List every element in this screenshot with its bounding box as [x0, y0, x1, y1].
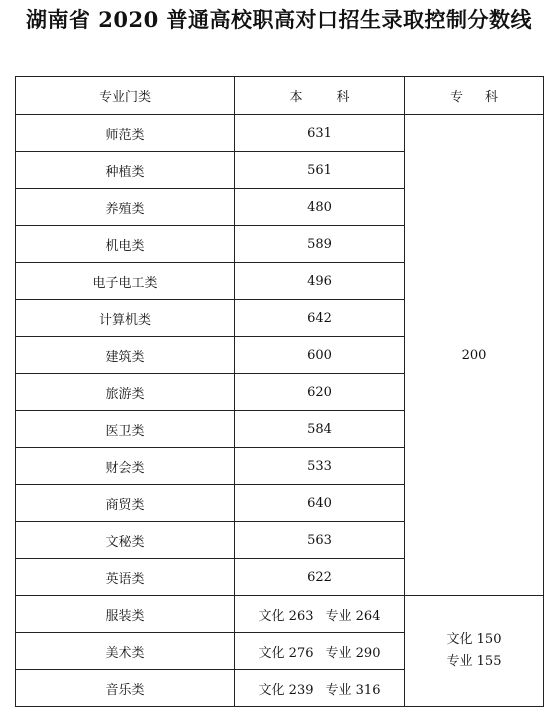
- category-cell: 音乐类: [16, 670, 235, 707]
- benke-score-cell: 563: [235, 522, 405, 559]
- page-title: 湖南省 2020 普通高校职高对口招生录取控制分数线: [25, 7, 533, 32]
- benke-score-cell: 584: [235, 411, 405, 448]
- benke-art-score-cell: 文化 263 专业 264: [235, 596, 405, 633]
- header-category: 专业门类: [16, 77, 235, 115]
- table-row: [16, 115, 544, 152]
- category-cell: 英语类: [16, 559, 235, 596]
- table-row-art: [16, 596, 544, 633]
- benke-score-cell: 631: [235, 115, 405, 152]
- category-cell: 财会类: [16, 448, 235, 485]
- category-cell: 美术类: [16, 633, 235, 670]
- category-cell: 旅游类: [16, 374, 235, 411]
- benke-score-cell: 496: [235, 263, 405, 300]
- category-cell: 机电类: [16, 226, 235, 263]
- benke-score-cell: 589: [235, 226, 405, 263]
- table-header-row: [16, 77, 544, 115]
- benke-score-cell: 480: [235, 189, 405, 226]
- category-cell: 建筑类: [16, 337, 235, 374]
- benke-score-cell: 533: [235, 448, 405, 485]
- benke-score-cell: 642: [235, 300, 405, 337]
- benke-score-cell: 640: [235, 485, 405, 522]
- zhuanke-general-score-cell: 200: [405, 115, 544, 596]
- header-zhuanke: 专 科: [405, 77, 544, 115]
- category-cell: 师范类: [16, 115, 235, 152]
- benke-score-cell: 600: [235, 337, 405, 374]
- category-cell: 电子电工类: [16, 263, 235, 300]
- category-cell: 种植类: [16, 152, 235, 189]
- benke-score-cell: 622: [235, 559, 405, 596]
- benke-art-score-cell: 文化 276 专业 290: [235, 633, 405, 670]
- benke-art-score-cell: 文化 239 专业 316: [235, 670, 405, 707]
- category-cell: 文秘类: [16, 522, 235, 559]
- score-table: [15, 76, 544, 707]
- category-cell: 养殖类: [16, 189, 235, 226]
- category-cell: 服装类: [16, 596, 235, 633]
- category-cell: 计算机类: [16, 300, 235, 337]
- benke-score-cell: 620: [235, 374, 405, 411]
- benke-score-cell: 561: [235, 152, 405, 189]
- header-benke: 本 科: [235, 77, 405, 115]
- category-cell: 商贸类: [16, 485, 235, 522]
- category-cell: 医卫类: [16, 411, 235, 448]
- zhuanke-art-score-cell: 文化 150 专业 155: [405, 596, 544, 707]
